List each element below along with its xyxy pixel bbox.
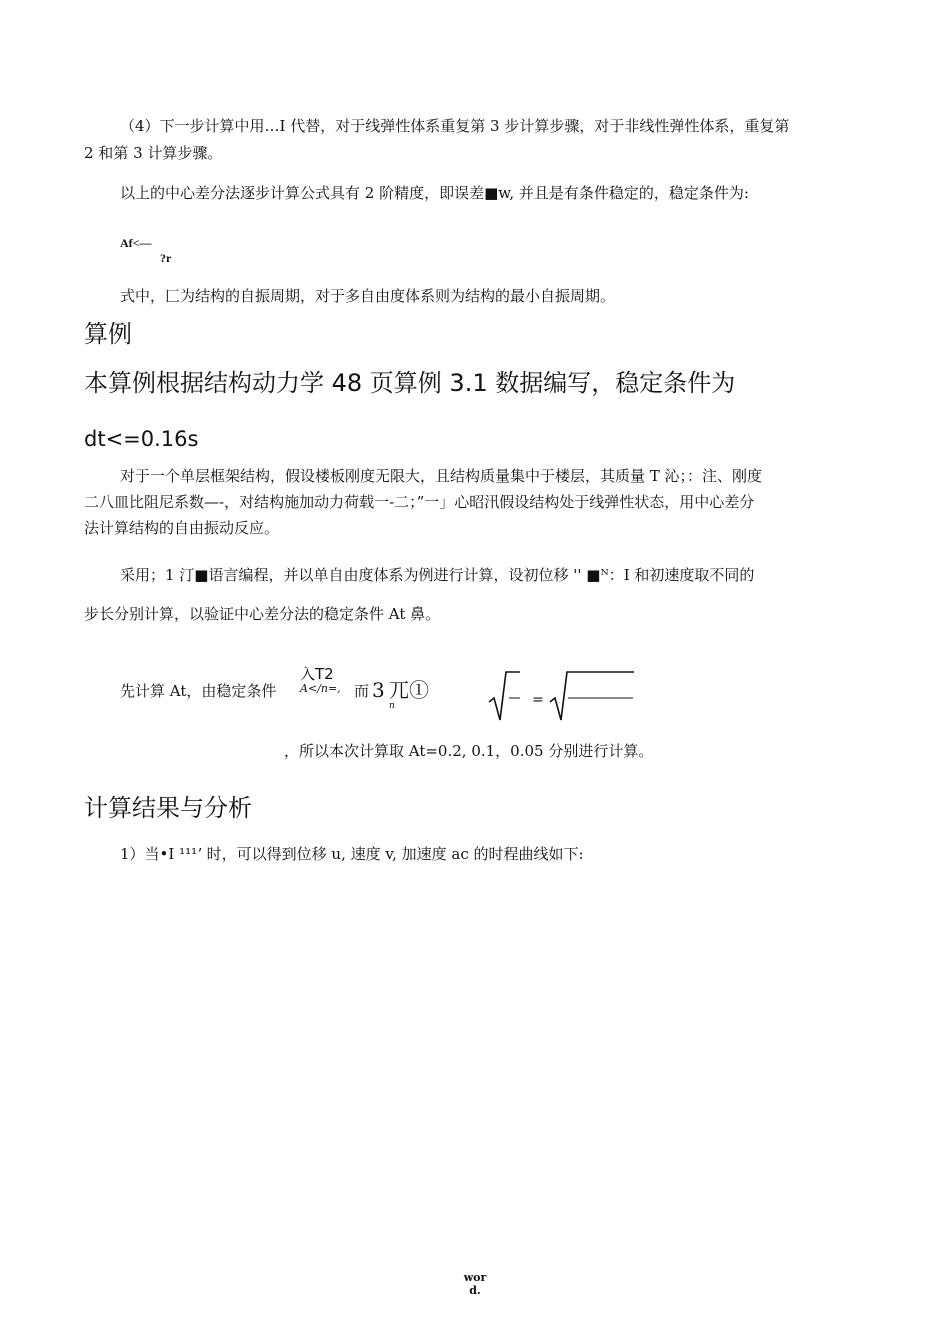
footer-line2: d.	[469, 1284, 481, 1297]
formula-denominator: ?r	[160, 251, 172, 265]
paragraph-period-note: 式中，匚为结构的自振周期，对于多自由度体系则为结构的最小自振周期。	[120, 287, 616, 305]
paragraph-step4-line2: 2 和第 3 计算步骤。	[84, 144, 223, 162]
paragraph-programming-line1: 采用；1 汀■语言编程，并以单自由度体系为例进行计算，设初位移 '' ■ᴺ：I 和初速度取不同的	[120, 566, 755, 584]
paragraph-time-history: 1）当•I ¹¹¹ʼ 时，可以得到位移 u, 速度 v, 加速度 ac 的时程曲线如下:	[120, 845, 584, 863]
paragraph-structure-line1: 对于一个单层框架结构，假设楼板刚度无限大，且结构质量集中于楼层，其质量 T 沁；：注、刚度	[120, 467, 763, 485]
paragraph-step4-line1: （4）下一步计算中用…I 代替，对于线弹性体系重复第 3 步计算步骤，对于非线性弹性体系，重复第	[120, 117, 790, 135]
paragraph-programming-line2: 步长分别计算，以验证中心差分法的稳定条件 At 鼻。	[84, 605, 441, 623]
footer-line1: wor	[463, 1271, 487, 1284]
sqrt-left-icon	[489, 672, 520, 720]
calc-equals: =	[532, 692, 544, 708]
heading-results-analysis: 计算结果与分析	[84, 794, 252, 822]
calc-pi: 兀①	[389, 678, 429, 702]
calc-n: n	[389, 701, 395, 711]
heading-stability-dt: dt<=0.16s	[84, 427, 199, 451]
heading-example: 算例	[84, 320, 132, 348]
calc-fraction-top: 入T2	[300, 665, 334, 683]
formula-numerator: Af<—	[120, 236, 152, 250]
sqrt-expression	[486, 668, 636, 724]
calc-prefix: 先计算 At，由稳定条件	[120, 682, 277, 700]
sqrt-right-icon	[550, 672, 634, 720]
calc-result: ，所以本次计算取 At=0.2, 0.1，0.05 分别进行计算。	[284, 742, 654, 760]
calc-mid: 而	[354, 682, 370, 700]
paragraph-accuracy: 以上的中心差分法逐步计算公式具有 2 阶精度，即误差■w, 并且是有条件稳定的，稳定条件为:	[120, 184, 749, 202]
heading-example-source: 本算例根据结构动力学 48 页算例 3.1 数据编写，稳定条件为	[84, 369, 736, 397]
page-footer	[455, 1271, 495, 1297]
calc-three: 3	[372, 678, 385, 702]
paragraph-structure-line2: 二八皿比阻尼系数—-，对结构施加动力荷载一-二；”一」心昭汛假设结构处于线弹性状态，用中心差分	[84, 493, 755, 511]
calc-fraction-bottom: A</n=,	[300, 682, 341, 695]
paragraph-structure-line3: 法计算结构的自由振动反应。	[84, 519, 280, 537]
